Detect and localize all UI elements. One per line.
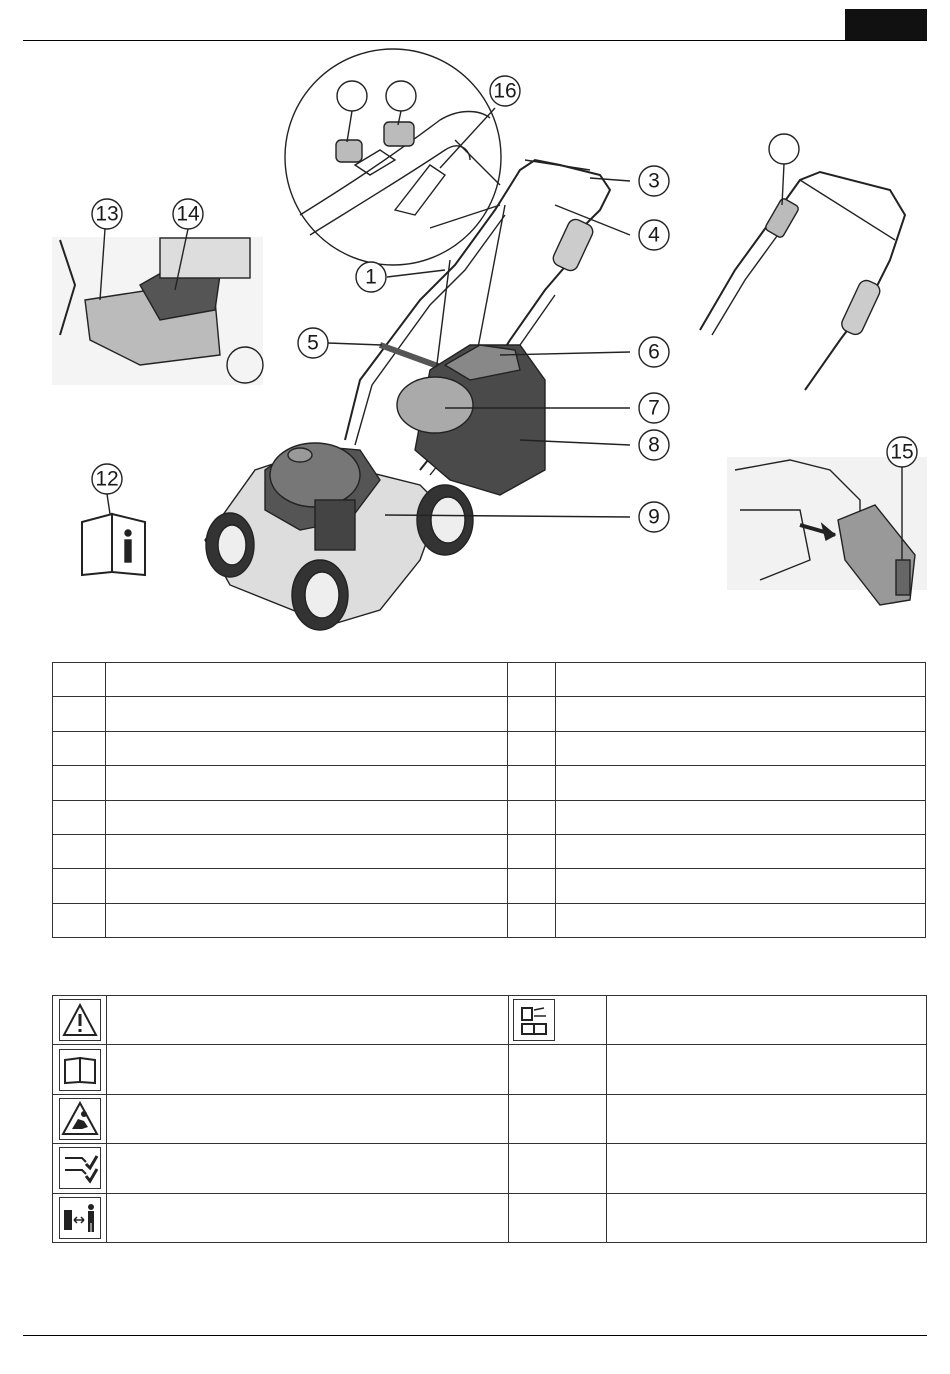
symbol-row <box>53 1144 927 1193</box>
symbol-description <box>607 1144 927 1193</box>
lawnmower-figure <box>0 0 950 650</box>
callout-7: 7 <box>648 396 660 420</box>
symbol-cell <box>509 1045 607 1094</box>
part-number-cell <box>508 766 556 800</box>
part-description-cell <box>556 731 926 765</box>
part-number-cell <box>508 800 556 834</box>
part-description-cell <box>106 731 508 765</box>
footer-rule <box>23 1335 927 1336</box>
part-number-cell <box>53 834 106 868</box>
table-row <box>53 800 926 834</box>
table-row <box>53 697 926 731</box>
keep-distance-icon <box>59 1197 101 1239</box>
callout-12: 12 <box>95 467 119 491</box>
part-description-cell <box>556 663 926 697</box>
symbol-row <box>53 1094 927 1143</box>
hand-injury-warning-icon <box>59 1098 101 1140</box>
symbol-description <box>107 1144 509 1193</box>
symbols-table <box>52 995 927 1243</box>
part-description-cell <box>106 766 508 800</box>
part-number-cell <box>508 903 556 937</box>
callout-5: 5 <box>307 331 319 355</box>
part-number-cell <box>53 903 106 937</box>
part-number-cell <box>508 731 556 765</box>
callout-15: 15 <box>890 440 914 464</box>
part-number-cell <box>508 869 556 903</box>
part-description-cell <box>556 834 926 868</box>
lawnmower-illustration <box>0 0 950 650</box>
symbol-row <box>53 1045 927 1094</box>
symbol-description <box>107 996 509 1045</box>
part-number-cell <box>508 663 556 697</box>
part-number-cell <box>53 766 106 800</box>
part-description-cell <box>106 834 508 868</box>
callout-8: 8 <box>648 433 660 457</box>
symbol-description <box>607 1094 927 1143</box>
symbol-description <box>607 996 927 1045</box>
part-description-cell <box>556 766 926 800</box>
part-description-cell <box>106 697 508 731</box>
part-description-cell <box>106 663 508 697</box>
symbol-description <box>107 1045 509 1094</box>
table-row <box>53 766 926 800</box>
callout-4: 4 <box>648 223 660 247</box>
warning-triangle-icon <box>59 999 101 1041</box>
table-row <box>53 663 926 697</box>
cutting-height-adjust-icon <box>513 999 555 1041</box>
callout-1: 1 <box>365 265 377 289</box>
symbol-description <box>107 1193 509 1242</box>
callout-6: 6 <box>648 340 660 364</box>
disconnect-before-maintenance-icon <box>59 1147 101 1189</box>
part-number-cell <box>53 697 106 731</box>
parts-table <box>52 662 926 938</box>
part-number-cell <box>508 697 556 731</box>
table-row <box>53 869 926 903</box>
callout-9: 9 <box>648 505 660 529</box>
symbol-cell <box>509 1094 607 1143</box>
part-number-cell <box>53 800 106 834</box>
part-description-cell <box>556 697 926 731</box>
table-row <box>53 731 926 765</box>
symbol-row <box>53 1193 927 1242</box>
part-number-cell <box>508 834 556 868</box>
callout-16: 16 <box>493 79 517 103</box>
part-number-cell <box>53 663 106 697</box>
part-number-cell <box>53 869 106 903</box>
table-row <box>53 834 926 868</box>
part-description-cell <box>556 903 926 937</box>
symbol-row <box>53 996 927 1045</box>
part-description-cell <box>106 903 508 937</box>
part-number-cell <box>53 731 106 765</box>
callout-13: 13 <box>95 202 119 226</box>
table-row <box>53 903 926 937</box>
part-description-cell <box>106 800 508 834</box>
callout-14: 14 <box>176 202 200 226</box>
symbol-cell <box>509 1144 607 1193</box>
detail-lever-circle <box>285 49 501 265</box>
part-description-cell <box>556 869 926 903</box>
part-description-cell <box>106 869 508 903</box>
callout-3: 3 <box>648 169 660 193</box>
symbol-description <box>107 1094 509 1143</box>
symbol-description <box>607 1193 927 1242</box>
read-manual-icon <box>59 1049 101 1091</box>
symbol-description <box>607 1045 927 1094</box>
symbol-cell <box>509 1193 607 1242</box>
part-description-cell <box>556 800 926 834</box>
